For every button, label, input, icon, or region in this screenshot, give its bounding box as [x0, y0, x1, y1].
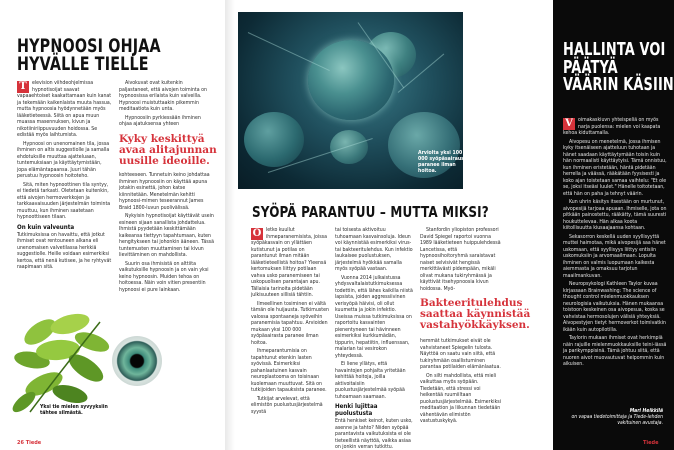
center-c3-p3: On silti mahdollista, että mieli vaikuttaa myös syöpään. Tiedetään, että stressi voi heikentää ruumiiltaan puolustusjärjestelmää. Esimerkiksi meditaation ja liikunnan tiedetään vähentävän elimistön vastustuskykyä.: [420, 372, 502, 424]
byline-role: on vapaa tiedetoimittaja ja Tiede-lehden vakituinen avustaja.: [571, 414, 663, 426]
center-c2-p3: Ei liene yllätys, että havaintojen pohjalta yritetään kehittää hoitoja, joilla aktivoitaisiin puolustusjärjestelmää syöpää tuhoamaan saamaan.: [335, 361, 406, 400]
left-c1-p3: Sitä, miten hypnoottinen tila syntyy, ei tiedetä tarkasti. Oletetaan kuitenkin, että aivojen hermoverkkojen ja tarkkaavaisuuden järjestelmän toiminta muuttuu, kun ihminen saatetaan hypnoottiseen tilaan.: [17, 181, 111, 220]
spread-gutter: [225, 0, 235, 450]
center-column-3: [420, 227, 502, 294]
center-c3-p1: Stanfordin yliopiston professori David Spiegel raportoi vuonna 1989 lääketieteen huippulehdessä Lancetissa, että hypnoosihoitoryhmä saraistavat naiset selvisivät hengissä merkittävästi pidempään, mikäli olivat mukana tukiryhmässä ja käyttivät itsehypnoosia kivun hoidossa. Myö-: [420, 227, 501, 292]
leaf-illustration: [10, 302, 120, 420]
dropcap-o: O: [252, 228, 262, 239]
right-p3: Kun uhrin käsitys itsestään on murtunut, aivopesijä tarjoaa apuaan. Ihmiselle, jota on pitkään painostettu, rääkätty, tämä suuresti houkuttelevaa. Hän alkaa koota kiitollisuutta kiusaajaansa kohtaan.: [563, 199, 667, 231]
center-c2-p2: Vuonna 2014 julkaistussa yhdysvaltalaistutkimuksessa todettiin, että lähes kaikilla niistä lapsista, joiden aggressiivinen verisyöpä häivisi, oli ollut kuumetta ja jokin infektio. Useissa muissa tutkimuksissa on raportoitu kasvainten pienentyneen tai hävinneen esimerkiksi kurkkumädän, tippurin, hepatiitin, influenssan, malarian tai vesirokon yhteydessä.: [335, 274, 413, 359]
center-c1-p4: Tutkijat arvelevat, että elimistön puolustusjärjestelmä syystä: [251, 395, 323, 415]
left-column-2: [119, 80, 214, 130]
right-p1: oimakaskiuvn yhteispeliä on myös narja puolensa: mielen voi kaapata kehoa kiduttamalla.: [563, 117, 661, 136]
center-c2-p4: Entä henkiset keinot, kuten usko, asenne ja tahto? Niiden syöpää parantavista vaikutuksista ei ole tieteellistä näyttöä, vaikka asiaa on jonkin verran tutkittu.: [335, 418, 413, 450]
left-c1-p2: Hypnoosi on unenomainen tila, jossa ihminen on altis suggestiolle ja samalla ehdotuksille muuttaa ajatteluaan, tuntemuksiaan ja käyttäytymistään, jopa elämäntapaansa. Juuri tähän perustuu hypnoosin hoitoteho.: [17, 140, 110, 179]
left-c2-p3: kohteeseen. Tunnetuin keino johdattaa ihminen hypnoosiin on käyttää apuna jotakin esinettä, johon katse kiinnitetään. Menetelmän kehitti hypnoosi-mimen teseerannut James Braid 1800-luvun puolivälissä.: [119, 172, 210, 211]
center-column-3b: [420, 338, 502, 427]
right-headline: HALLINTA VOI PÄÄTYÄ VÄÄRIN KÄSIIN: [563, 40, 674, 95]
right-column: [563, 117, 667, 370]
left-c2-p5: Suurin osa ihmisistä on alttiita vaikutuksille hypnoosin ja on vain yksi keino hypnoosin. Muiden tehoa on hoitoessa. Näin voin vitien presentiin hypnoosi ei pure lainkaan.: [119, 260, 209, 293]
center-headline: SYÖPÄ PARANTUU – MUTTA MIKSI?: [252, 203, 489, 221]
center-pullquote: Bakteeritulehdus saattaa käynnistää vastahyökkäyksen.: [420, 297, 531, 331]
leaf-cluster: [10, 310, 112, 415]
center-column-2: [335, 227, 413, 450]
right-p6: Taylorin mukaan ihmiset ovat herkimpiä näin rajuille mielenmuokkauksille teini-iässä ja parikymppisinä. Tämä johtuu siitä, että nuoren aivot muovautuvat helpommin kuin aikuisen.: [563, 335, 667, 367]
center-c1-p1: letko kuullut ihmeparanemisista, joissa syöpäkasvain on yllättäen kutistunut ja potilas on parantunut ilman mitään lääketieteellistä hoitoa? Yleensä kertomuksen liittyy potilaan vahva usko paranemiseen tai uskopuolisen parantajan apu. Tällaisia tarinoita pidetään julkisuuteen sillisiä tähtiin.: [251, 227, 327, 298]
left-page: [0, 0, 225, 450]
center-c3-p2: hemmät tutkimukset eivät ole vahvistaneet Spiegelin tulosta. Näyttöä on saatu vain siitä, että tukiryhmään osallistuminen parantaa potilaiden elämänlaatua.: [420, 338, 501, 370]
right-p4: Sekasorron keskellä uuden syyllisyyttä muttei haimotaa, mikä aivopesijä saa hänet uskomaan, että syyllisyys liittyy entisiin uskomuksiin ja arvomaailmaan. Lopulta ihminen on valmis luopumaan kaikesta aiemmasta ja omaksuu tarjotun maailmankuvan.: [563, 233, 666, 279]
dropcap-t: T: [17, 81, 29, 93]
cell-shape: [308, 40, 394, 120]
byline: [563, 408, 663, 426]
right-p5: Neuropsykologi Kathleen Taylor kuvaa kirjassaan Brainwashing: The science of thought control mielenmuokkauksen neurologisia vaikutuksia. Hänen mukaansa toistoon keskeinen osa aivopesua, koska se vahvistaa hermosolujen välisiä yhteyksiä. Aivopestyjen tietyt hermoverkot toimivatkin ikään kuin autopilotilla.: [563, 281, 666, 333]
center-c2-p1: tai toisesta aktivoituu tuhoamaan kasvainsoluja. Ideun voi käynnistää esimerkiksi virus- tai bakteeritulehdus. Kun infektio laukaisee puolustuksen, järjestelmä hyökkää samalla myös syöpää vastaan.: [335, 227, 413, 272]
image-quote: Yksi tie mielen syvyyksiin tähtee silmästä.: [40, 404, 108, 416]
right-p2: Aivopesu on menetelmä, jossa ihmisen kyky itsenäiseen ajatteluun tuhotaan ja hänet saadaan käyttäytymään toisin kuin hän normaalisti käyttäytyisi. Tämä onnistuu, kun ihminen eristetään, häntä pidetään herrella ja väässä, rääkätään fyysisesti ja koko ajan toistetaan samaa vaihtelu: "Et ole se, joksi itseäsi luulet." Hänelle toitotetaan, että hän on paha ja tehnyt väärin.: [563, 138, 667, 197]
left-c1-subheading: On kuin valveunta: [17, 223, 75, 231]
left-column-2b: [119, 172, 214, 295]
center-c1-p3: Ihmeparantumisia on tapahtunut etenkin lasten syövissä. Esimerkiksi pahanlaatuinen kasvain neuroplastooma on toisinaan kuolemaan muuttuvat. Sitä on tutkijoiden tapauksista paranee.: [251, 348, 327, 393]
center-c1-p2: Ilmeellinen tosiminen ei vältä tämän ole huijausta. Tutkimusten valossa spontaaneja syöveihin paranemisia tapahtuu. Arvioiden mukaan yksi 100 000 syöpäsairasta paranee ilman hoitoa.: [251, 300, 329, 346]
left-c1-p1: elevision viihdeohjelmissa hypnotisoijat saavat vapaaehtoiset kaakattamaan kuin kanat ja tekemään kaikenlaista muuta hassua, mutta hypnoosia hyödynnetään myös lääketieteessä. Siitä on apua muun muassa masennuksen, kivun ja nikotiiniriippuvuuden hoidossa. Se edistää myös laihtumista.: [17, 80, 112, 138]
left-c2-p1: Aivokuvat ovat kuitenkin paljastaneet, että aivojen toiminta on hypnoosissa erilaista kuin valveilla. Hypnoosi muistuttaakin pikemmin meditaatiota kuin unta.: [119, 80, 207, 112]
byline-name: Mari Heikkilä: [629, 408, 663, 414]
left-c2-p2: Hypnoosiin pyrkiessään ihminen ohjaa ajatuksensa yhteen: [119, 114, 201, 127]
photo-caption: Arviolta yksi 100 000 syöpäsairausta paranee ilman hoitoa.: [418, 150, 470, 174]
center-c2-subheading: Henki lujittaa puolustusta: [335, 403, 378, 417]
cell-shape: [244, 112, 304, 167]
folio-right: Tiede: [643, 440, 659, 446]
folio-left: 26 Tiede: [17, 440, 42, 446]
center-column-1: [251, 227, 329, 417]
eye-image: [112, 336, 162, 386]
left-c1-p4: Tutkimuksissa on havaittu, että jotkut ihmiset ovat rentouneen alkana eli unenomaisen valvetilassa herkkiä suggestiolle. Heille voidaan esimerkiksi kertoa, että nenä kutisee, ja he ryhtyvät raapimaan sitä.: [17, 231, 112, 270]
dropcap-v: V: [563, 118, 575, 130]
cell-shape: [330, 130, 368, 164]
left-c2-p4: Nykyisin hypnotisoijat käyttävät usein esineen sijaan sanallista johdattelua. Ihmistä pyydetään keskittämään kaikeansa tiettyyn tapahtumaan, kuten hengitykseen tai johonkin ääneen. Tässä tuntemusten muuttaminen tai kivun lievittäminen on mahdollista.: [119, 213, 214, 258]
left-column-1: [17, 80, 112, 273]
fiber-line: [248, 32, 330, 71]
left-headline: HYPNOOSI OHJAA HYVÄLLE TIELLE: [17, 36, 161, 75]
left-pullquote: Kyky keskittyä avaa alitajunnan uusille ideoille.: [119, 133, 217, 167]
